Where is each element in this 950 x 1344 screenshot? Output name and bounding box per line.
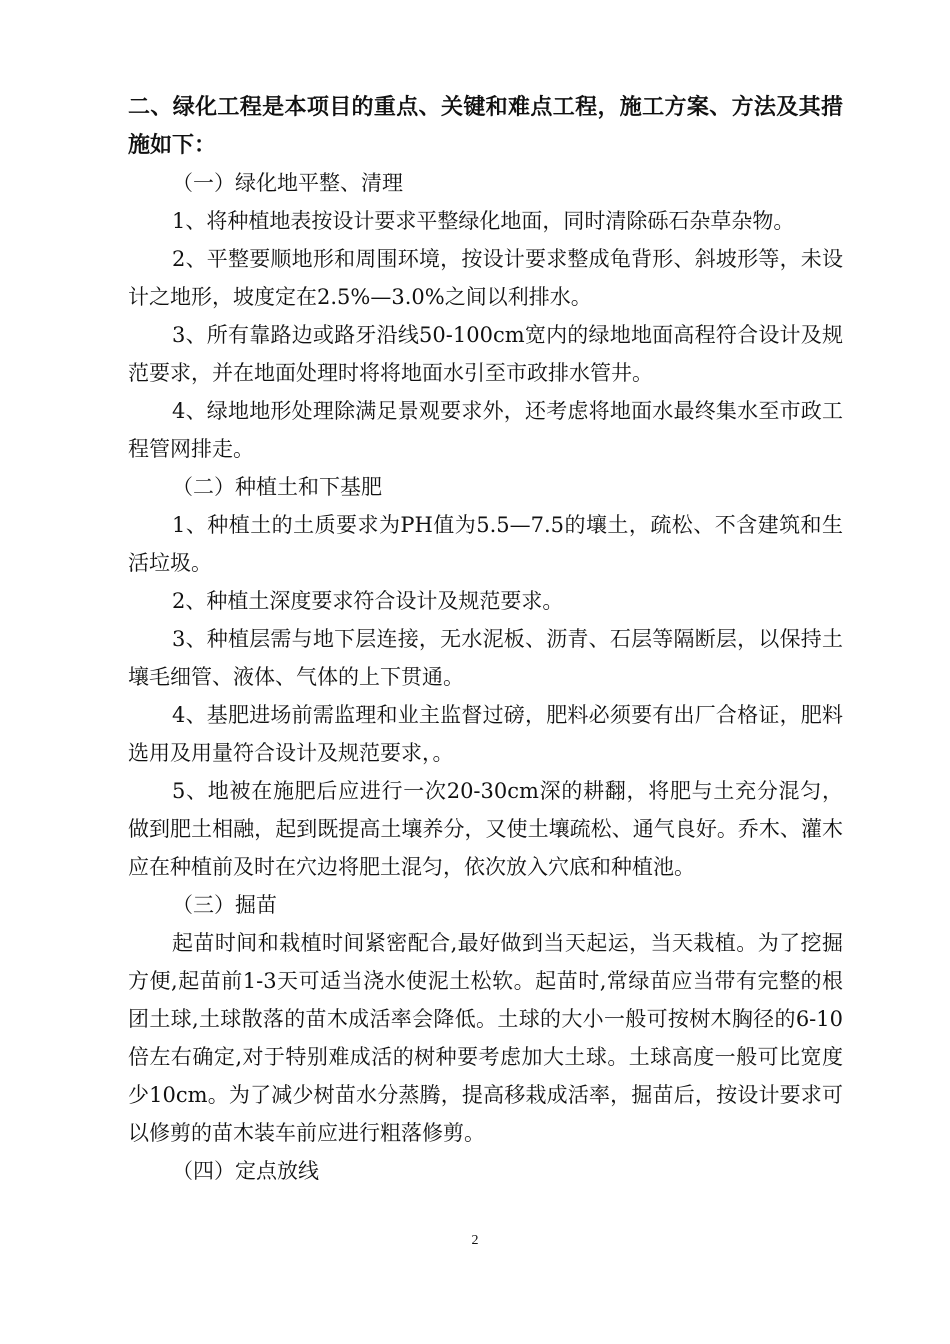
subsection-title: （一）绿化地平整、清理 <box>172 171 403 195</box>
paragraph: 5、地被在施肥后应进行一次20-30cm深的耕翻，将肥与土充分混匀，做到肥土相融，起到既提高土壤养分，又使土壤疏松、通气良好。乔木、灌木应在种植前及时在穴边将肥土混匀，依次放入穴底和种植池。 <box>128 779 843 879</box>
subsection-title: （四）定点放线 <box>172 1159 319 1183</box>
paragraph: 1、种植土的土质要求为PH值为5.5—7.5的壤土，疏松、不含建筑和生活垃圾。 <box>128 513 843 575</box>
paragraph: 2、种植土深度要求符合设计及规范要求。 <box>172 589 564 613</box>
paragraph: 3、种植层需与地下层连接，无水泥板、沥青、石层等隔断层，以保持土壤毛细管、液体、气体的上下贯通。 <box>128 627 843 689</box>
subsection-title: （三）掘苗 <box>172 893 277 917</box>
page-number: 2 <box>471 1233 479 1248</box>
paragraph: 起苗时间和栽植时间紧密配合,最好做到当天起运，当天栽植。为了挖掘方便,起苗前1-3天可适当浇水使泥土松软。起苗时,常绿苗应当带有完整的根团土球,土球散落的苗木成活率会降低。土球的大小一般可按树木胸径的6-10倍左右确定,对于特别难成活的树种要考虑加大土球。土球高度一般可比宽度少10cm。为了减少树苗水分蒸腾，提高移栽成活率，掘苗后，按设计要求可以修剪的苗木装车前应进行粗落修剪。 <box>128 931 843 1145</box>
subsection-title: （二）种植土和下基肥 <box>172 475 382 499</box>
paragraph: 4、基肥进场前需监理和业主监督过磅，肥料必须要有出厂合格证，肥料选用及用量符合设计及规范要求，。 <box>128 703 843 765</box>
document-body <box>128 164 843 1190</box>
paragraph: 3、所有靠路边或路牙沿线50-100cm宽内的绿地地面高程符合设计及规范要求，并在地面处理时将将地面水引至市政排水管井。 <box>128 323 843 385</box>
paragraph: 4、绿地地形处理除满足景观要求外，还考虑将地面水最终集水至市政工程管网排走。 <box>128 399 843 461</box>
paragraph: 2、平整要顺地形和周围环境，按设计要求整成龟背形、斜坡形等，未设计之地形，坡度定在2.5%—3.0%之间以利排水。 <box>128 247 843 309</box>
paragraph: 1、将种植地表按设计要求平整绿化地面，同时清除砾石杂草杂物。 <box>172 209 795 233</box>
section-heading: 二、绿化工程是本项目的重点、关键和难点工程，施工方案、方法及其措施如下： <box>128 94 843 158</box>
